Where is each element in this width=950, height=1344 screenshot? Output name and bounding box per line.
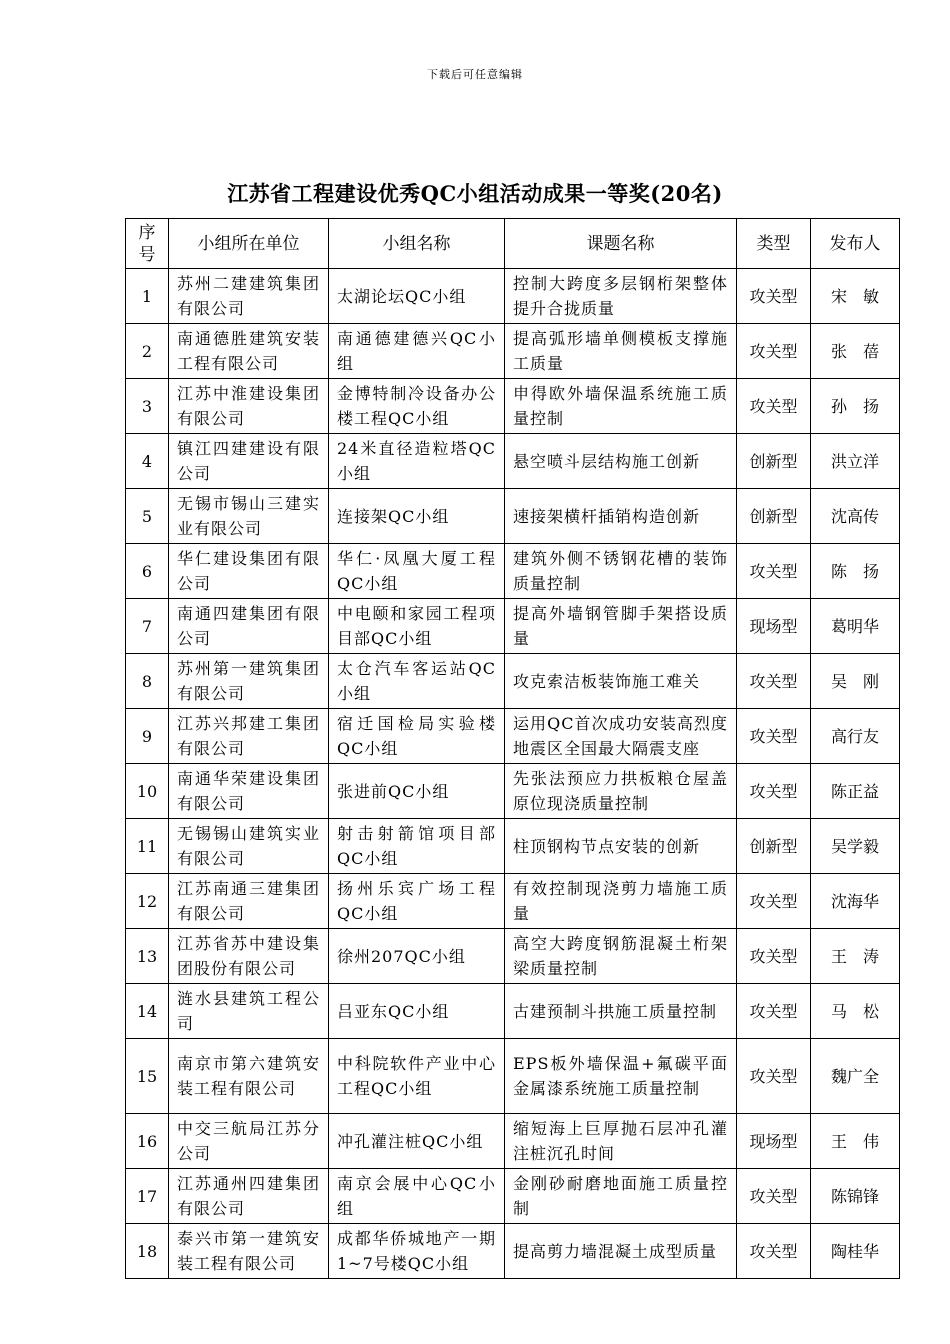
- cell-person: 宋 敏: [811, 269, 900, 324]
- cell-unit: 无锡锡山建筑实业有限公司: [169, 819, 329, 874]
- cell-unit: 南通四建集团有限公司: [169, 599, 329, 654]
- cell-group: 宿迁国检局实验楼QC小组: [329, 709, 505, 764]
- cell-topic: 提高弧形墙单侧模板支撑施工质量: [505, 324, 737, 379]
- table-row: [126, 1039, 900, 1114]
- cell-group: 太湖论坛QC小组: [329, 269, 505, 324]
- cell-type: 攻关型: [737, 544, 811, 599]
- cell-topic: 高空大跨度钢筋混凝土桁架梁质量控制: [505, 929, 737, 984]
- cell-type: 攻关型: [737, 654, 811, 709]
- header-type: 类型: [737, 219, 811, 269]
- header-note: 下载后可任意编辑: [427, 68, 523, 81]
- table-row: [126, 1224, 900, 1279]
- cell-type: 攻关型: [737, 709, 811, 764]
- cell-no: 15: [126, 1039, 169, 1114]
- cell-group: 扬州乐宾广场工程QC小组: [329, 874, 505, 929]
- cell-no: 4: [126, 434, 169, 489]
- cell-type: 攻关型: [737, 269, 811, 324]
- header-group: 小组名称: [329, 219, 505, 269]
- cell-unit: 南京市第六建筑安装工程有限公司: [169, 1039, 329, 1114]
- table-row: [126, 709, 900, 764]
- cell-person: 吴 刚: [811, 654, 900, 709]
- cell-unit: 苏州二建建筑集团有限公司: [169, 269, 329, 324]
- cell-no: 17: [126, 1169, 169, 1224]
- cell-topic: 速接架横杆插销构造创新: [505, 489, 737, 544]
- cell-unit: 镇江四建建设有限公司: [169, 434, 329, 489]
- table-row: [126, 269, 900, 324]
- cell-group: 南通德建德兴QC小组: [329, 324, 505, 379]
- cell-type: 现场型: [737, 599, 811, 654]
- cell-no: 3: [126, 379, 169, 434]
- cell-no: 12: [126, 874, 169, 929]
- cell-no: 14: [126, 984, 169, 1039]
- cell-unit: 江苏兴邦建工集团有限公司: [169, 709, 329, 764]
- cell-topic: 缩短海上巨厚抛石层冲孔灌注桩沉孔时间: [505, 1114, 737, 1169]
- cell-unit: 南通华荣建设集团有限公司: [169, 764, 329, 819]
- cell-person: 陈正益: [811, 764, 900, 819]
- cell-topic: 攻克索洁板装饰施工难关: [505, 654, 737, 709]
- table-row: [126, 379, 900, 434]
- cell-topic: 金刚砂耐磨地面施工质量控制: [505, 1169, 737, 1224]
- cell-group: 徐州207QC小组: [329, 929, 505, 984]
- cell-topic: EPS板外墙保温+氟碳平面金属漆系统施工质量控制: [505, 1039, 737, 1114]
- cell-group: 中科院软件产业中心工程QC小组: [329, 1039, 505, 1114]
- cell-unit: 江苏通州四建集团有限公司: [169, 1169, 329, 1224]
- cell-type: 攻关型: [737, 929, 811, 984]
- cell-person: 陈锦锋: [811, 1169, 900, 1224]
- cell-no: 1: [126, 269, 169, 324]
- table-row: [126, 764, 900, 819]
- table-row: [126, 544, 900, 599]
- cell-topic: 柱顶钢构节点安装的创新: [505, 819, 737, 874]
- cell-group: 连接架QC小组: [329, 489, 505, 544]
- cell-person: 张 蓓: [811, 324, 900, 379]
- header-topic: 课题名称: [505, 219, 737, 269]
- cell-no: 8: [126, 654, 169, 709]
- cell-type: 攻关型: [737, 984, 811, 1039]
- cell-group: 金博特制冷设备办公楼工程QC小组: [329, 379, 505, 434]
- cell-person: 王 伟: [811, 1114, 900, 1169]
- cell-group: 中电颐和家园工程项目部QC小组: [329, 599, 505, 654]
- cell-group: 南京会展中心QC小组: [329, 1169, 505, 1224]
- header-person: 发布人: [811, 219, 900, 269]
- cell-no: 13: [126, 929, 169, 984]
- cell-type: 现场型: [737, 1114, 811, 1169]
- cell-unit: 江苏南通三建集团有限公司: [169, 874, 329, 929]
- awards-table: [125, 218, 900, 1279]
- table-row: [126, 1114, 900, 1169]
- cell-unit: 华仁建设集团有限公司: [169, 544, 329, 599]
- table-row: [126, 819, 900, 874]
- table-row: [126, 324, 900, 379]
- cell-type: 创新型: [737, 819, 811, 874]
- cell-topic: 悬空喷斗层结构施工创新: [505, 434, 737, 489]
- cell-group: 射击射箭馆项目部QC小组: [329, 819, 505, 874]
- cell-unit: 江苏省苏中建设集团股份有限公司: [169, 929, 329, 984]
- header-unit: 小组所在单位: [169, 219, 329, 269]
- cell-type: 攻关型: [737, 1224, 811, 1279]
- cell-person: 沈海华: [811, 874, 900, 929]
- cell-person: 孙 扬: [811, 379, 900, 434]
- cell-topic: 控制大跨度多层钢桁架整体提升合拢质量: [505, 269, 737, 324]
- cell-no: 11: [126, 819, 169, 874]
- cell-no: 10: [126, 764, 169, 819]
- cell-type: 创新型: [737, 434, 811, 489]
- cell-topic: 建筑外侧不锈钢花槽的装饰质量控制: [505, 544, 737, 599]
- cell-group: 成都华侨城地产一期1~7号楼QC小组: [329, 1224, 505, 1279]
- cell-group: 冲孔灌注桩QC小组: [329, 1114, 505, 1169]
- cell-person: 吴学毅: [811, 819, 900, 874]
- cell-person: 高行友: [811, 709, 900, 764]
- cell-unit: 无锡市锡山三建实业有限公司: [169, 489, 329, 544]
- header-no: 序号: [126, 219, 169, 269]
- table-row: [126, 929, 900, 984]
- cell-topic: 古建预制斗拱施工质量控制: [505, 984, 737, 1039]
- cell-no: 18: [126, 1224, 169, 1279]
- cell-person: 王 涛: [811, 929, 900, 984]
- cell-no: 7: [126, 599, 169, 654]
- cell-topic: 提高剪力墙混凝土成型质量: [505, 1224, 737, 1279]
- cell-person: 沈高传: [811, 489, 900, 544]
- cell-group: 吕亚东QC小组: [329, 984, 505, 1039]
- cell-person: 魏广全: [811, 1039, 900, 1114]
- cell-topic: 先张法预应力拱板粮仓屋盖原位现浇质量控制: [505, 764, 737, 819]
- cell-type: 攻关型: [737, 874, 811, 929]
- cell-topic: 运用QC首次成功安装高烈度地震区全国最大隔震支座: [505, 709, 737, 764]
- cell-no: 5: [126, 489, 169, 544]
- cell-topic: 提高外墙钢管脚手架搭设质量: [505, 599, 737, 654]
- table-header-row: [126, 219, 900, 269]
- cell-person: 马 松: [811, 984, 900, 1039]
- cell-no: 16: [126, 1114, 169, 1169]
- cell-type: 攻关型: [737, 1039, 811, 1114]
- table-row: [126, 654, 900, 709]
- cell-topic: 有效控制现浇剪力墙施工质量: [505, 874, 737, 929]
- cell-type: 攻关型: [737, 379, 811, 434]
- cell-unit: 江苏中淮建设集团有限公司: [169, 379, 329, 434]
- cell-person: 陈 扬: [811, 544, 900, 599]
- cell-unit: 中交三航局江苏分公司: [169, 1114, 329, 1169]
- cell-type: 创新型: [737, 489, 811, 544]
- cell-group: 太仓汽车客运站QC小组: [329, 654, 505, 709]
- cell-group: 华仁·凤凰大厦工程QC小组: [329, 544, 505, 599]
- cell-no: 2: [126, 324, 169, 379]
- cell-group: 张进前QC小组: [329, 764, 505, 819]
- cell-no: 6: [126, 544, 169, 599]
- table-row: [126, 434, 900, 489]
- table-row: [126, 984, 900, 1039]
- cell-unit: 苏州第一建筑集团有限公司: [169, 654, 329, 709]
- page-title: 江苏省工程建设优秀QC小组活动成果一等奖(20名): [227, 181, 723, 206]
- cell-group: 24米直径造粒塔QC小组: [329, 434, 505, 489]
- table-row: [126, 599, 900, 654]
- cell-person: 葛明华: [811, 599, 900, 654]
- cell-type: 攻关型: [737, 764, 811, 819]
- cell-no: 9: [126, 709, 169, 764]
- cell-unit: 南通德胜建筑安装工程有限公司: [169, 324, 329, 379]
- cell-unit: 涟水县建筑工程公司: [169, 984, 329, 1039]
- cell-topic: 申得欧外墙保温系统施工质量控制: [505, 379, 737, 434]
- cell-type: 攻关型: [737, 324, 811, 379]
- table-row: [126, 489, 900, 544]
- cell-unit: 泰兴市第一建筑安装工程有限公司: [169, 1224, 329, 1279]
- table-row: [126, 874, 900, 929]
- cell-person: 陶桂华: [811, 1224, 900, 1279]
- cell-person: 洪立洋: [811, 434, 900, 489]
- table-row: [126, 1169, 900, 1224]
- cell-type: 攻关型: [737, 1169, 811, 1224]
